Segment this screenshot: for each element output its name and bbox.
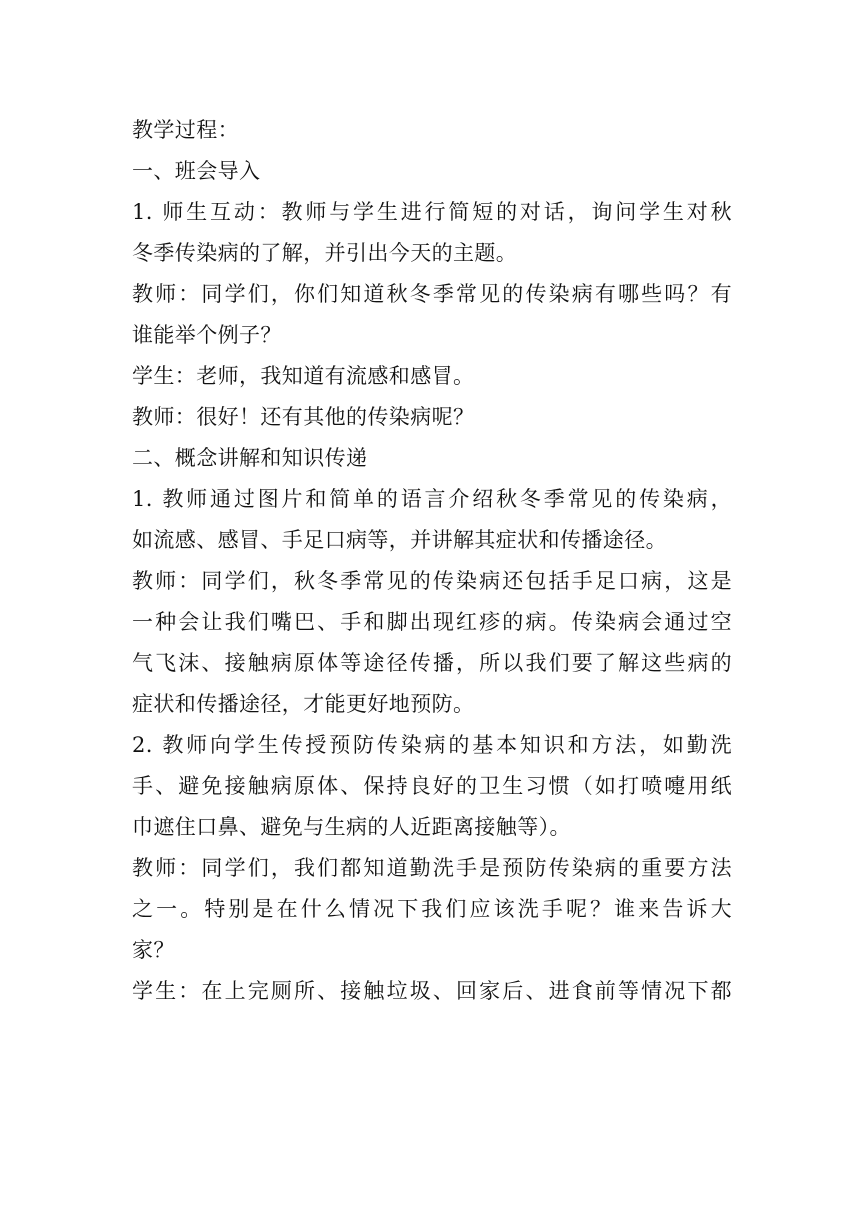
subsection-heading: 二、概念讲解和知识传递: [132, 446, 368, 470]
document-body: [132, 110, 732, 1012]
paragraph-line: 手、避免接触病原体、保持良好的卫生习惯（如打喷嚏用纸: [132, 774, 732, 798]
paragraph-line: 如流感、感冒、手足口病等，并讲解其症状和传播途径。: [132, 528, 667, 552]
paragraph-line: 教师：同学们，你们知道秋冬季常见的传染病有哪些吗？有: [132, 282, 732, 306]
paragraph-line: 学生：老师，我知道有流感和感冒。: [132, 364, 475, 388]
paragraph-line: 家？: [132, 938, 175, 962]
paragraph-line: 谁能举个例子？: [132, 323, 282, 347]
paragraph-line: 2. 教师向学生传授预防传染病的基本知识和方法，如勤洗: [132, 733, 732, 757]
paragraph-line: 之一。特别是在什么情况下我们应该洗手呢？谁来告诉大: [132, 897, 732, 921]
paragraph-line: 教师：同学们，秋冬季常见的传染病还包括手足口病，这是: [132, 569, 732, 593]
paragraph-line: 气飞沫、接触病原体等途径传播，所以我们要了解这些病的: [132, 651, 732, 675]
subsection-heading: 一、班会导入: [132, 159, 261, 183]
paragraph-line: 教师：同学们，我们都知道勤洗手是预防传染病的重要方法: [132, 856, 732, 880]
paragraph-line: 症状和传播途径，才能更好地预防。: [132, 692, 475, 716]
paragraph-line: 学生：在上完厕所、接触垃圾、回家后、进食前等情况下都: [132, 979, 732, 1003]
paragraph-line: 1. 师生互动：教师与学生进行简短的对话，询问学生对秋: [132, 200, 732, 224]
paragraph-line: 1. 教师通过图片和简单的语言介绍秋冬季常见的传染病，: [132, 487, 732, 511]
paragraph-line: 一种会让我们嘴巴、手和脚出现红疹的病。传染病会通过空: [132, 610, 732, 634]
paragraph-line: 冬季传染病的了解，并引出今天的主题。: [132, 241, 518, 265]
section-heading: 教学过程：: [132, 118, 239, 142]
paragraph-line: 巾遮住口鼻、避免与生病的人近距离接触等）。: [132, 815, 571, 839]
paragraph-line: 教师：很好！还有其他的传染病呢？: [132, 405, 475, 429]
